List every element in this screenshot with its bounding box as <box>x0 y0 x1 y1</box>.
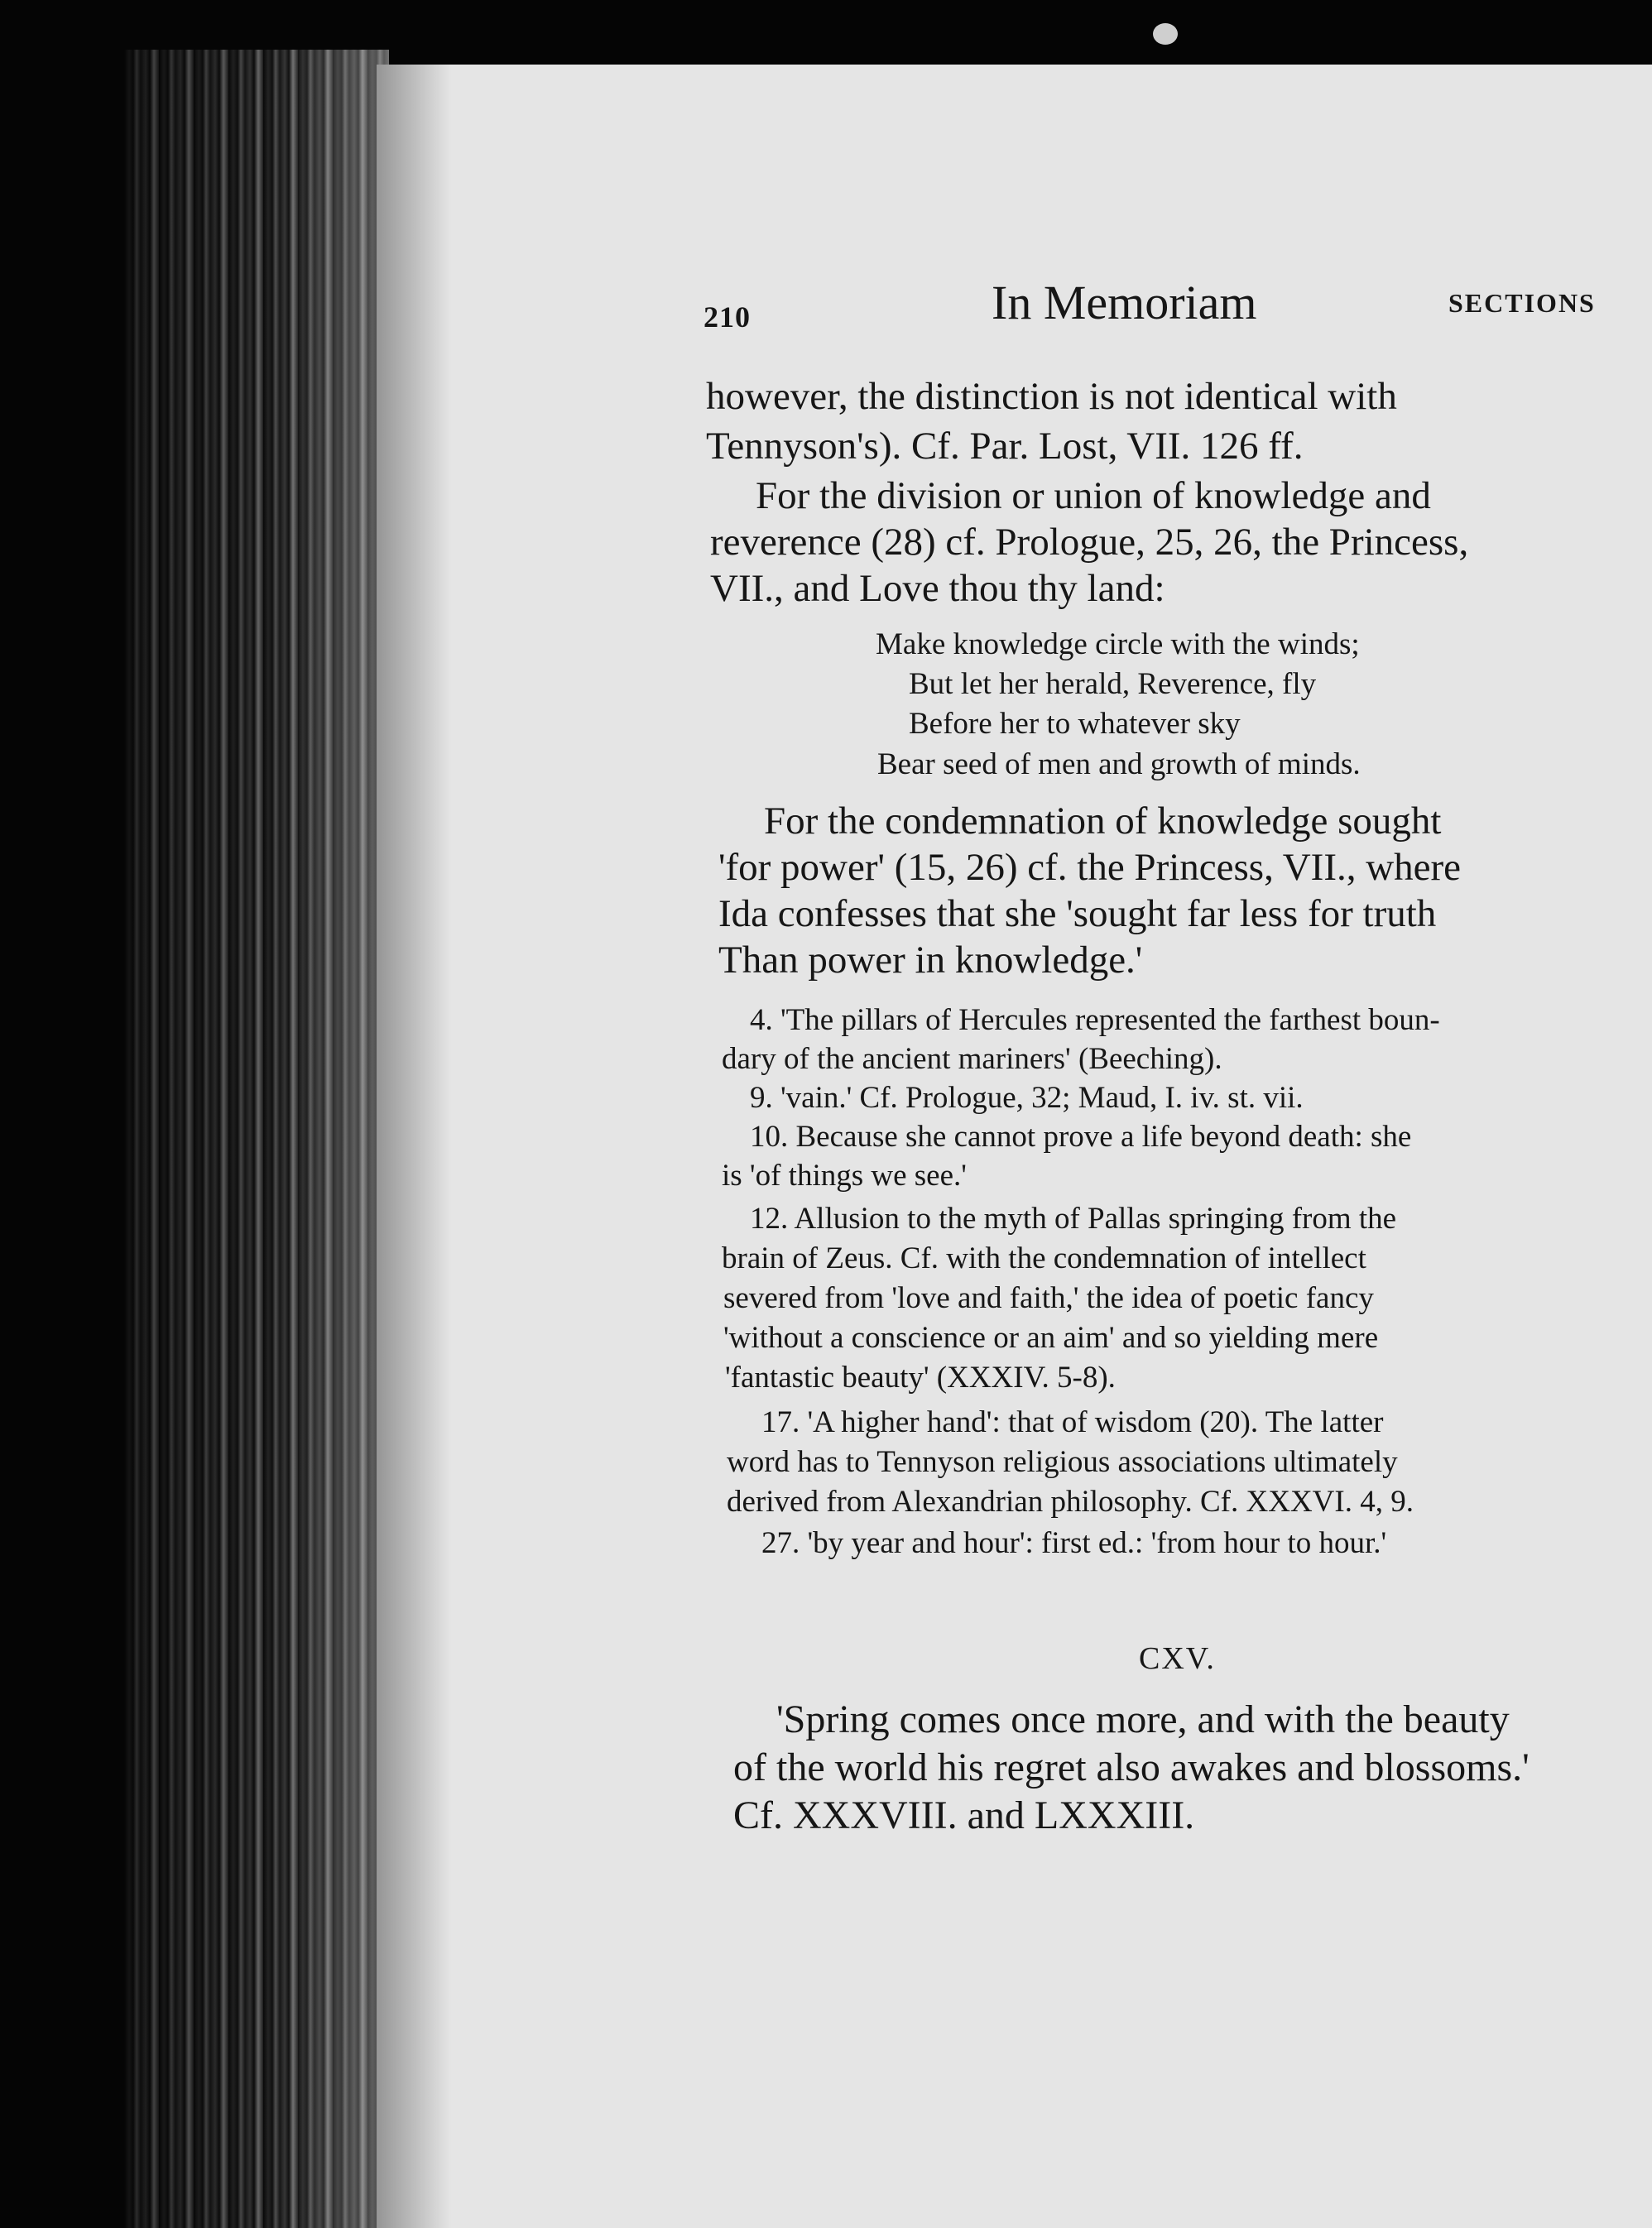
body-line: however, the distinction is not identical with <box>706 375 1397 418</box>
section-heading: CXV. <box>1139 1641 1216 1676</box>
note-line: word has to Tennyson religious associations ultimately <box>727 1445 1398 1479</box>
note-line: is 'of things we see.' <box>722 1159 967 1193</box>
book-edge-shadow <box>124 50 389 2228</box>
scan-speck <box>1153 23 1178 45</box>
note-line: brain of Zeus. Cf. with the condemnation of intellect <box>722 1241 1366 1275</box>
body-line: 'for power' (15, 26) cf. the Princess, VII., where <box>718 846 1462 889</box>
note-line: 17. 'A higher hand': that of wisdom (20). The latter <box>761 1405 1384 1439</box>
note-line: 'fantastic beauty' (XXXIV. 5-8). <box>725 1361 1116 1395</box>
section-text-line: Cf. XXXVIII. and LXXXIII. <box>733 1793 1195 1837</box>
note-line: 27. 'by year and hour': first ed.: 'from hour to hour.' <box>761 1526 1387 1560</box>
body-line: Tennyson's). Cf. Par. Lost, VII. 126 ff. <box>706 425 1304 468</box>
section-text-line: 'Spring comes once more, and with the beauty <box>776 1697 1510 1741</box>
section-label: SECTIONS <box>1448 288 1596 318</box>
note-line: dary of the ancient mariners' (Beeching). <box>722 1042 1222 1076</box>
body-line: For the division or union of knowledge and <box>756 474 1431 517</box>
note-line: 9. 'vain.' Cf. Prologue, 32; Maud, I. iv. st. vii. <box>750 1081 1304 1115</box>
note-line: 'without a conscience or an aim' and so yielding mere <box>723 1321 1379 1355</box>
body-line: VII., and Love thou thy land: <box>710 567 1165 610</box>
quote-line: But let her herald, Reverence, fly <box>909 667 1317 701</box>
quote-line: Before her to whatever sky <box>909 707 1241 741</box>
gutter-shadow <box>377 65 451 2228</box>
body-line: Than power in knowledge.' <box>718 939 1143 982</box>
note-line: severed from 'love and faith,' the idea of poetic fancy <box>723 1281 1374 1315</box>
body-line: Ida confesses that she 'sought far less for truth <box>718 892 1437 935</box>
section-text-line: of the world his regret also awakes and blossoms.' <box>733 1745 1530 1789</box>
body-line: For the condemnation of knowledge sought <box>764 799 1442 843</box>
page-number: 210 <box>704 300 751 334</box>
quote-line: Bear seed of men and growth of minds. <box>877 747 1361 781</box>
note-line: 4. 'The pillars of Hercules represented the farthest boun- <box>750 1003 1440 1037</box>
note-line: 10. Because she cannot prove a life beyond death: she <box>750 1120 1412 1154</box>
body-line: reverence (28) cf. Prologue, 25, 26, the Princess, <box>710 521 1469 564</box>
running-title: In Memoriam <box>992 276 1257 329</box>
quote-line: Make knowledge circle with the winds; <box>876 627 1360 661</box>
note-line: derived from Alexandrian philosophy. Cf. XXXVI. 4, 9. <box>727 1485 1414 1519</box>
note-line: 12. Allusion to the myth of Pallas springing from the <box>750 1202 1397 1236</box>
